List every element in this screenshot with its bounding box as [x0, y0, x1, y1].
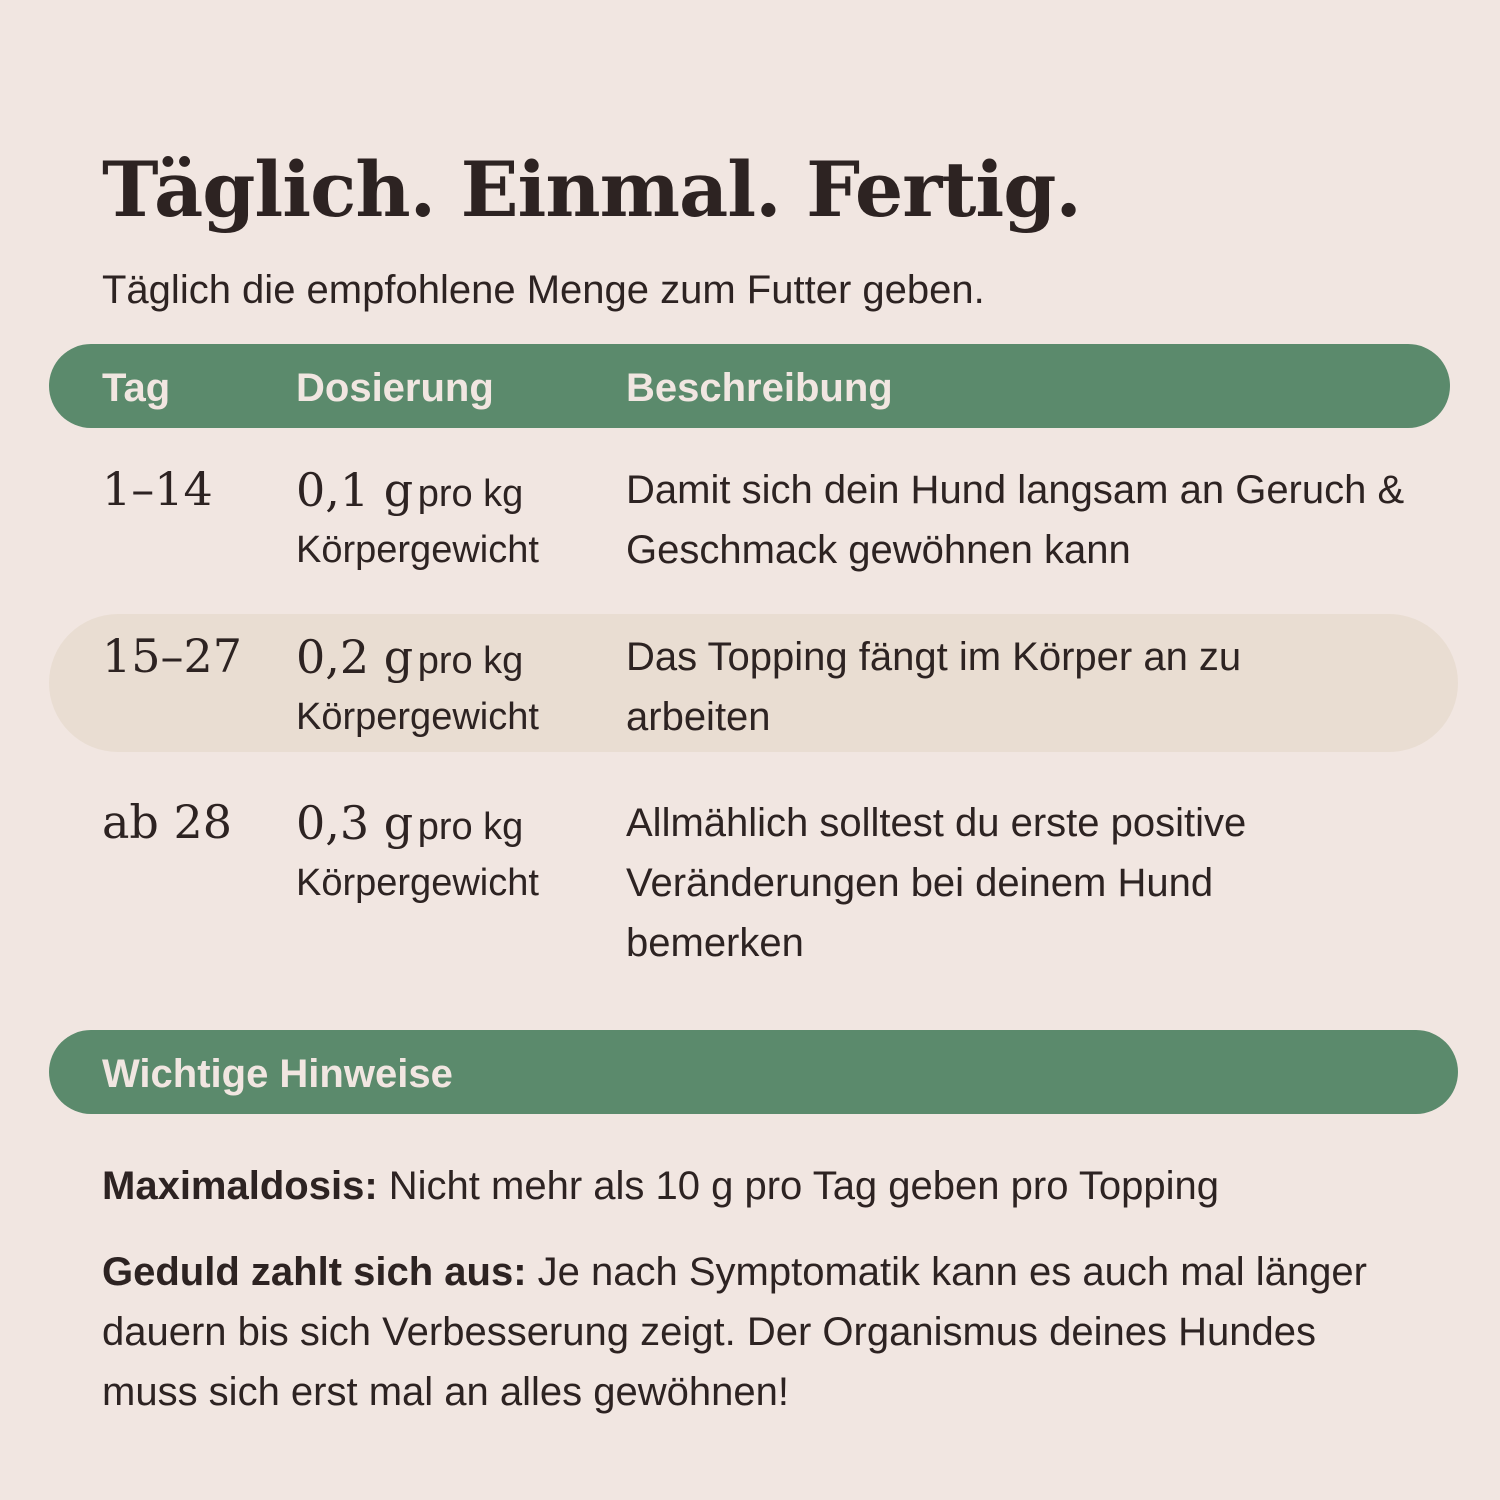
table-header — [49, 344, 1450, 428]
header-dosierung: Dosierung — [296, 366, 494, 410]
hint-label: Maximaldosis: — [102, 1164, 378, 1208]
row-dosage — [296, 627, 539, 747]
dosage-unit: pro kg — [417, 640, 524, 682]
row-description: Allmählich solltest du erste positive Veränderungen bei deinem Hund bemerken — [626, 801, 1247, 965]
hints-title: Wichtige Hinweise — [102, 1052, 453, 1096]
dosage-weight: Körpergewicht — [296, 862, 539, 904]
header-beschreibung: Beschreibung — [626, 366, 893, 410]
row-dosage — [296, 460, 539, 580]
hint-text: Nicht mehr als 10 g pro Tag geben pro Topping — [388, 1164, 1219, 1208]
dosage-weight: Körpergewicht — [296, 696, 539, 738]
dosage-amount: 0,1 g — [296, 463, 414, 517]
page-title: Täglich. Einmal. Fertig. — [102, 145, 1081, 234]
row-tag: ab 28 — [102, 795, 233, 849]
hint-item — [102, 1242, 1392, 1422]
hints-header — [49, 1030, 1458, 1114]
hint-item — [102, 1156, 1402, 1216]
hint-text: Je nach Symptomatik kann es auch mal länger dauern bis sich Verbesserung zeigt. Der Organismus deines Hundes muss sich erst mal an alles gewöhnen! — [102, 1250, 1367, 1414]
dosage-unit: pro kg — [417, 473, 524, 515]
dosage-amount: 0,2 g — [296, 630, 414, 684]
page-subtitle: Täglich die empfohlene Menge zum Futter geben. — [102, 268, 985, 312]
row-tag: 1–14 — [102, 462, 213, 516]
row-description: Das Topping fängt im Körper an zu arbeiten — [626, 635, 1242, 739]
header-tag: Tag — [102, 366, 171, 410]
row-tag: 15–27 — [102, 629, 243, 683]
dosage-amount: 0,3 g — [296, 796, 414, 850]
row-description: Damit sich dein Hund langsam an Geruch & Geschmack gewöhnen kann — [626, 468, 1405, 572]
dosage-weight: Körpergewicht — [296, 529, 539, 571]
hint-label: Geduld zahlt sich aus: — [102, 1250, 527, 1294]
dosage-unit: pro kg — [417, 806, 524, 848]
row-dosage — [296, 793, 539, 913]
